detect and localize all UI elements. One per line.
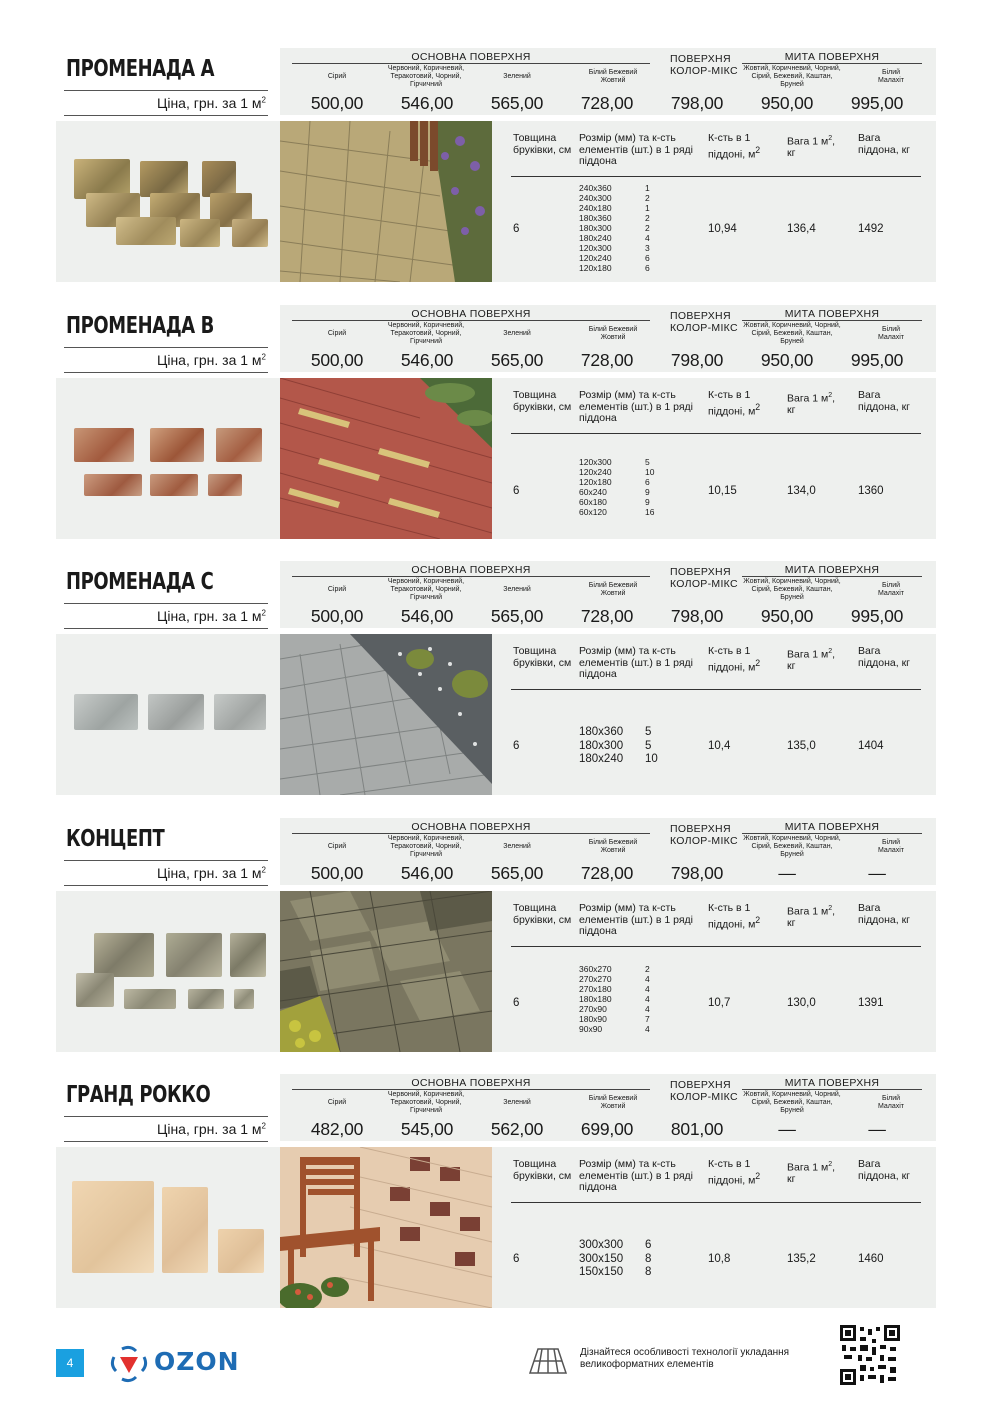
price-value: 546,00 bbox=[400, 93, 454, 113]
product-title: КОНЦЕПТ bbox=[66, 826, 165, 852]
col-chervonyi: Червоний, Коричневий, Теракотовий, Чорний, Гірчичний bbox=[387, 835, 465, 858]
size-row: 240x360 1 bbox=[579, 183, 650, 193]
product-section-promenada-c bbox=[56, 561, 936, 799]
sizes-list bbox=[579, 726, 658, 767]
divider bbox=[742, 320, 922, 321]
installation-photo bbox=[280, 891, 492, 1052]
spec-header-weight-pallet: Вага піддона, кг bbox=[858, 902, 911, 926]
divider bbox=[511, 433, 921, 434]
price-value: — bbox=[778, 863, 796, 883]
header-osnovna: ОСНОВНА ПОВЕРХНЯ bbox=[411, 308, 531, 320]
spec-header-weight-pallet: Вага піддона, кг bbox=[858, 645, 911, 669]
size-row: 120x180 6 bbox=[579, 263, 650, 273]
product-image bbox=[66, 654, 271, 776]
col-myta2: Білий Малахіт bbox=[877, 69, 905, 84]
weight-m2-value: 130,0 bbox=[787, 997, 816, 1009]
product-title: ПРОМЕНАДА В bbox=[66, 313, 214, 339]
divider bbox=[292, 63, 650, 64]
size-row: 180x300 2 bbox=[579, 223, 650, 233]
divider bbox=[511, 176, 921, 177]
spec-panel bbox=[56, 891, 936, 1052]
col-bilyi: Білий Бежевий Жовтий bbox=[588, 1095, 638, 1110]
spec-header-pallet: К-сть в 1 піддоні, $м^2$ bbox=[708, 132, 761, 160]
price-value: — bbox=[868, 863, 886, 883]
weight-pallet-value: 1460 bbox=[858, 1253, 884, 1265]
size-row: 300x150 8 bbox=[579, 1252, 652, 1265]
price-row bbox=[280, 350, 936, 372]
product-image bbox=[66, 911, 271, 1033]
price-value: 995,00 bbox=[850, 606, 904, 626]
spec-header-sizes: Розмір (мм) та к-сть елементів (шт.) в 1 ряді піддона bbox=[579, 645, 693, 680]
product-section-grand-rokko bbox=[56, 1074, 936, 1312]
weight-pallet-value: 1360 bbox=[858, 485, 884, 497]
col-myta1: Жовтий, Коричневий, Чорний, Сірий, Бежевий, Каштан, Бруней bbox=[743, 578, 841, 601]
price-value: 500,00 bbox=[310, 350, 364, 370]
price-value: 565,00 bbox=[490, 606, 544, 626]
spec-header-weight-pallet: Вага піддона, кг bbox=[858, 1158, 911, 1182]
col-zelenyi: Зелений bbox=[503, 330, 531, 337]
price-value: 500,00 bbox=[310, 606, 364, 626]
col-myta2: Білий Малахіт bbox=[877, 326, 905, 341]
divider bbox=[511, 946, 921, 947]
per-pallet-value: 10,15 bbox=[708, 485, 737, 497]
weight-m2-value: 134,0 bbox=[787, 485, 816, 497]
size-row: 180x300 5 bbox=[579, 739, 652, 752]
divider bbox=[64, 603, 268, 604]
paving-layout-icon bbox=[528, 1345, 568, 1375]
per-pallet-value: 10,7 bbox=[708, 997, 731, 1009]
header-osnovna: ОСНОВНА ПОВЕРХНЯ bbox=[411, 51, 531, 63]
size-row: 150x150 8 bbox=[579, 1266, 652, 1278]
spec-header-weight-m2: Вага 1 $м^2$, кг bbox=[787, 648, 836, 672]
size-row: 120x180 6 bbox=[579, 477, 650, 487]
col-siryi: Сірий bbox=[327, 1099, 347, 1106]
size-row: 360x270 2 bbox=[579, 964, 650, 974]
header-osnovna: ОСНОВНА ПОВЕРХНЯ bbox=[411, 821, 531, 833]
col-chervonyi: Червоний, Коричневий, Теракотовий, Чорний, Гірчичний bbox=[387, 1091, 465, 1114]
spec-header-thickness: Товщина бруківки, см bbox=[513, 389, 572, 413]
divider bbox=[742, 833, 922, 834]
price-label: Ціна, грн. за 1 $м^2$ bbox=[156, 865, 266, 881]
price-value: 728,00 bbox=[580, 863, 634, 883]
size-row: 180x180 4 bbox=[579, 994, 650, 1004]
price-label: Ціна, грн. за 1 $м^2$ bbox=[156, 1121, 266, 1137]
spec-header-sizes: Розмір (мм) та к-сть елементів (шт.) в 1 ряді піддона bbox=[579, 132, 693, 167]
weight-pallet-value: 1391 bbox=[858, 997, 884, 1009]
size-row: 180x240 10 bbox=[579, 753, 658, 765]
sizes-list bbox=[579, 457, 654, 517]
price-value: 546,00 bbox=[400, 350, 454, 370]
price-value: 995,00 bbox=[850, 350, 904, 370]
spec-header-weight-pallet: Вага піддона, кг bbox=[858, 389, 911, 413]
header-kolor: ПОВЕРХНЯ КОЛОР-МІКС bbox=[670, 566, 738, 590]
product-section-promenada-a bbox=[56, 48, 936, 286]
price-value: 546,00 bbox=[400, 863, 454, 883]
per-pallet-value: 10,94 bbox=[708, 223, 737, 235]
product-title: ПРОМЕНАДА А bbox=[66, 56, 215, 82]
spec-header-weight-m2: Вага 1 $м^2$, кг bbox=[787, 392, 836, 416]
col-myta2: Білий Малахіт bbox=[877, 839, 905, 854]
spec-header-weight-m2: Вага 1 $м^2$, кг bbox=[787, 1161, 836, 1185]
divider bbox=[511, 1202, 921, 1203]
col-bilyi: Білий Бежевий Жовтий bbox=[588, 69, 638, 84]
product-image bbox=[66, 398, 271, 520]
weight-m2-value: 136,4 bbox=[787, 223, 816, 235]
divider bbox=[64, 885, 268, 886]
thickness-value: 6 bbox=[513, 740, 520, 752]
col-bilyi: Білий Бежевий Жовтий bbox=[588, 326, 638, 341]
divider bbox=[64, 1141, 268, 1142]
header-kolor: ПОВЕРХНЯ КОЛОР-МІКС bbox=[670, 53, 738, 77]
product-title: ГРАНД РОККО bbox=[66, 1082, 211, 1108]
price-value: 500,00 bbox=[310, 863, 364, 883]
divider bbox=[292, 576, 650, 577]
header-myta: МИТА ПОВЕРХНЯ bbox=[784, 308, 880, 320]
price-value: 801,00 bbox=[670, 1119, 724, 1139]
divider bbox=[742, 576, 922, 577]
price-value: 798,00 bbox=[670, 350, 724, 370]
header-osnovna: ОСНОВНА ПОВЕРХНЯ bbox=[411, 564, 531, 576]
spec-header-pallet: К-сть в 1 піддоні, $м^2$ bbox=[708, 1158, 761, 1186]
thickness-value: 6 bbox=[513, 223, 520, 235]
price-value: 565,00 bbox=[490, 350, 544, 370]
divider bbox=[64, 90, 268, 91]
divider bbox=[64, 347, 268, 348]
col-chervonyi: Червоний, Коричневий, Теракотовий, Чорний, Гірчичний bbox=[387, 322, 465, 345]
size-row: 270x90 4 bbox=[579, 1004, 650, 1014]
price-value: 950,00 bbox=[760, 93, 814, 113]
header-kolor: ПОВЕРХНЯ КОЛОР-МІКС bbox=[670, 823, 738, 847]
price-label: Ціна, грн. за 1 $м^2$ bbox=[156, 95, 266, 111]
header-myta: МИТА ПОВЕРХНЯ bbox=[784, 564, 880, 576]
product-section-koncept bbox=[56, 818, 936, 1056]
price-row bbox=[280, 1119, 936, 1141]
price-value: 565,00 bbox=[490, 863, 544, 883]
size-row: 270x180 4 bbox=[579, 984, 650, 994]
weight-m2-value: 135,0 bbox=[787, 740, 816, 752]
sizes-list bbox=[579, 1239, 651, 1280]
product-image bbox=[66, 1167, 271, 1289]
spec-panel bbox=[56, 1147, 936, 1308]
price-value: 728,00 bbox=[580, 93, 634, 113]
spec-header-weight-m2: Вага 1 $м^2$, кг bbox=[787, 905, 836, 929]
ozon-logo bbox=[108, 1343, 248, 1385]
installation-photo bbox=[280, 634, 492, 795]
size-row: 60x120 16 bbox=[579, 507, 655, 517]
price-label: Ціна, грн. за 1 $м^2$ bbox=[156, 608, 266, 624]
col-myta1: Жовтий, Коричневий, Чорний, Сірий, Бежевий, Каштан, Бруней bbox=[743, 835, 841, 858]
spec-header-pallet: К-сть в 1 піддоні, $м^2$ bbox=[708, 645, 761, 673]
header-kolor: ПОВЕРХНЯ КОЛОР-МІКС bbox=[670, 1079, 738, 1103]
divider bbox=[742, 63, 922, 64]
weight-pallet-value: 1404 bbox=[858, 740, 884, 752]
divider bbox=[511, 689, 921, 690]
size-row: 120x300 3 bbox=[579, 243, 650, 253]
col-siryi: Сірий bbox=[327, 73, 347, 80]
col-myta2: Білий Малахіт bbox=[877, 1095, 905, 1110]
sizes-list bbox=[579, 183, 650, 273]
divider bbox=[64, 860, 268, 861]
spec-header-sizes: Розмір (мм) та к-сть елементів (шт.) в 1 ряді піддона bbox=[579, 902, 693, 937]
col-myta1: Жовтий, Коричневий, Чорний, Сірий, Бежевий, Каштан, Бруней bbox=[743, 65, 841, 88]
price-value: 562,00 bbox=[490, 1119, 544, 1139]
col-zelenyi: Зелений bbox=[503, 1099, 531, 1106]
per-pallet-value: 10,8 bbox=[708, 1253, 731, 1265]
col-myta1: Жовтий, Коричневий, Чорний, Сірий, Бежевий, Каштан, Бруней bbox=[743, 322, 841, 345]
product-title: ПРОМЕНАДА С bbox=[66, 569, 214, 595]
header-kolor: ПОВЕРХНЯ КОЛОР-МІКС bbox=[670, 310, 738, 334]
header-myta: МИТА ПОВЕРХНЯ bbox=[784, 1077, 880, 1089]
col-siryi: Сірий bbox=[327, 586, 347, 593]
product-image bbox=[66, 141, 271, 263]
price-value: 546,00 bbox=[400, 606, 454, 626]
spec-header-sizes: Розмір (мм) та к-сть елементів (шт.) в 1 ряді піддона bbox=[579, 389, 693, 424]
col-siryi: Сірий bbox=[327, 330, 347, 337]
size-row: 180x360 2 bbox=[579, 213, 650, 223]
col-siryi: Сірий bbox=[327, 843, 347, 850]
size-row: 120x240 10 bbox=[579, 467, 655, 477]
thickness-value: 6 bbox=[513, 1253, 520, 1265]
size-row: 180x90 7 bbox=[579, 1014, 650, 1024]
spec-header-thickness: Товщина бруківки, см bbox=[513, 1158, 572, 1182]
header-osnovna: ОСНОВНА ПОВЕРХНЯ bbox=[411, 1077, 531, 1089]
col-chervonyi: Червоний, Коричневий, Теракотовий, Чорний, Гірчичний bbox=[387, 65, 465, 88]
divider bbox=[292, 320, 650, 321]
thickness-value: 6 bbox=[513, 997, 520, 1009]
page-number: 4 bbox=[56, 1349, 84, 1377]
price-value: 545,00 bbox=[400, 1119, 454, 1139]
divider bbox=[292, 833, 650, 834]
size-row: 120x300 5 bbox=[579, 457, 650, 467]
size-row: 180x240 4 bbox=[579, 233, 650, 243]
price-row bbox=[280, 606, 936, 628]
price-value: 798,00 bbox=[670, 606, 724, 626]
size-row: 60x240 9 bbox=[579, 487, 650, 497]
divider bbox=[64, 115, 268, 116]
spec-header-thickness: Товщина бруківки, см bbox=[513, 132, 572, 156]
divider bbox=[742, 1089, 922, 1090]
price-value: 482,00 bbox=[310, 1119, 364, 1139]
col-bilyi: Білий Бежевий Жовтий bbox=[588, 582, 638, 597]
installation-photo bbox=[280, 378, 492, 539]
spec-header-pallet: К-сть в 1 піддоні, $м^2$ bbox=[708, 389, 761, 417]
product-section-promenada-b bbox=[56, 305, 936, 543]
sizes-list bbox=[579, 964, 650, 1034]
col-myta2: Білий Малахіт bbox=[877, 582, 905, 597]
installation-photo bbox=[280, 1147, 492, 1308]
spec-header-sizes: Розмір (мм) та к-сть елементів (шт.) в 1 ряді піддона bbox=[579, 1158, 693, 1193]
price-value: 798,00 bbox=[670, 863, 724, 883]
price-label: Ціна, грн. за 1 $м^2$ bbox=[156, 352, 266, 368]
spec-header-pallet: К-сть в 1 піддоні, $м^2$ bbox=[708, 902, 761, 930]
divider bbox=[64, 372, 268, 373]
spec-panel bbox=[56, 121, 936, 282]
brand-name: OZON bbox=[154, 1347, 240, 1376]
spec-panel bbox=[56, 634, 936, 795]
size-row: 60x180 9 bbox=[579, 497, 650, 507]
divider bbox=[292, 1089, 650, 1090]
header-myta: МИТА ПОВЕРХНЯ bbox=[784, 821, 880, 833]
price-value: 950,00 bbox=[760, 606, 814, 626]
price-row bbox=[280, 93, 936, 115]
weight-pallet-value: 1492 bbox=[858, 223, 884, 235]
size-row: 180x360 5 bbox=[579, 726, 652, 738]
col-myta1: Жовтий, Коричневий, Чорний, Сірий, Бежевий, Каштан, Бруней bbox=[743, 1091, 841, 1114]
footer-note: Дізнайтеся особливості технології укладання великоформатних елементів bbox=[580, 1347, 790, 1370]
col-zelenyi: Зелений bbox=[503, 586, 531, 593]
col-chervonyi: Червоний, Коричневий, Теракотовий, Чорний, Гірчичний bbox=[387, 578, 465, 601]
price-value: 728,00 bbox=[580, 606, 634, 626]
size-row: 90x90 4 bbox=[579, 1024, 650, 1034]
thickness-value: 6 bbox=[513, 485, 520, 497]
price-value: 500,00 bbox=[310, 93, 364, 113]
size-row: 240x300 2 bbox=[579, 193, 650, 203]
size-row: 120x240 6 bbox=[579, 253, 650, 263]
col-bilyi: Білий Бежевий Жовтий bbox=[588, 839, 638, 854]
price-row bbox=[280, 863, 936, 885]
price-value: 565,00 bbox=[490, 93, 544, 113]
size-row: 240x180 1 bbox=[579, 203, 650, 213]
price-value: 699,00 bbox=[580, 1119, 634, 1139]
spec-header-thickness: Товщина бруківки, см bbox=[513, 645, 572, 669]
divider bbox=[64, 628, 268, 629]
col-zelenyi: Зелений bbox=[503, 73, 531, 80]
spec-panel bbox=[56, 378, 936, 539]
spec-header-weight-pallet: Вага піддона, кг bbox=[858, 132, 911, 156]
size-row: 270x270 4 bbox=[579, 974, 650, 984]
ozon-logo-icon bbox=[108, 1343, 150, 1385]
header-myta: МИТА ПОВЕРХНЯ bbox=[784, 51, 880, 63]
col-zelenyi: Зелений bbox=[503, 843, 531, 850]
price-value: 950,00 bbox=[760, 350, 814, 370]
price-value: — bbox=[778, 1119, 796, 1139]
price-value: 798,00 bbox=[670, 93, 724, 113]
spec-header-thickness: Товщина бруківки, см bbox=[513, 902, 572, 926]
price-value: — bbox=[868, 1119, 886, 1139]
price-value: 995,00 bbox=[850, 93, 904, 113]
qr-code[interactable] bbox=[840, 1325, 900, 1385]
per-pallet-value: 10,4 bbox=[708, 740, 731, 752]
divider bbox=[64, 1116, 268, 1117]
installation-photo bbox=[280, 121, 492, 282]
spec-header-weight-m2: Вага 1 $м^2$, кг bbox=[787, 135, 836, 159]
weight-m2-value: 135,2 bbox=[787, 1253, 816, 1265]
size-row: 300x300 6 bbox=[579, 1239, 652, 1251]
price-value: 728,00 bbox=[580, 350, 634, 370]
